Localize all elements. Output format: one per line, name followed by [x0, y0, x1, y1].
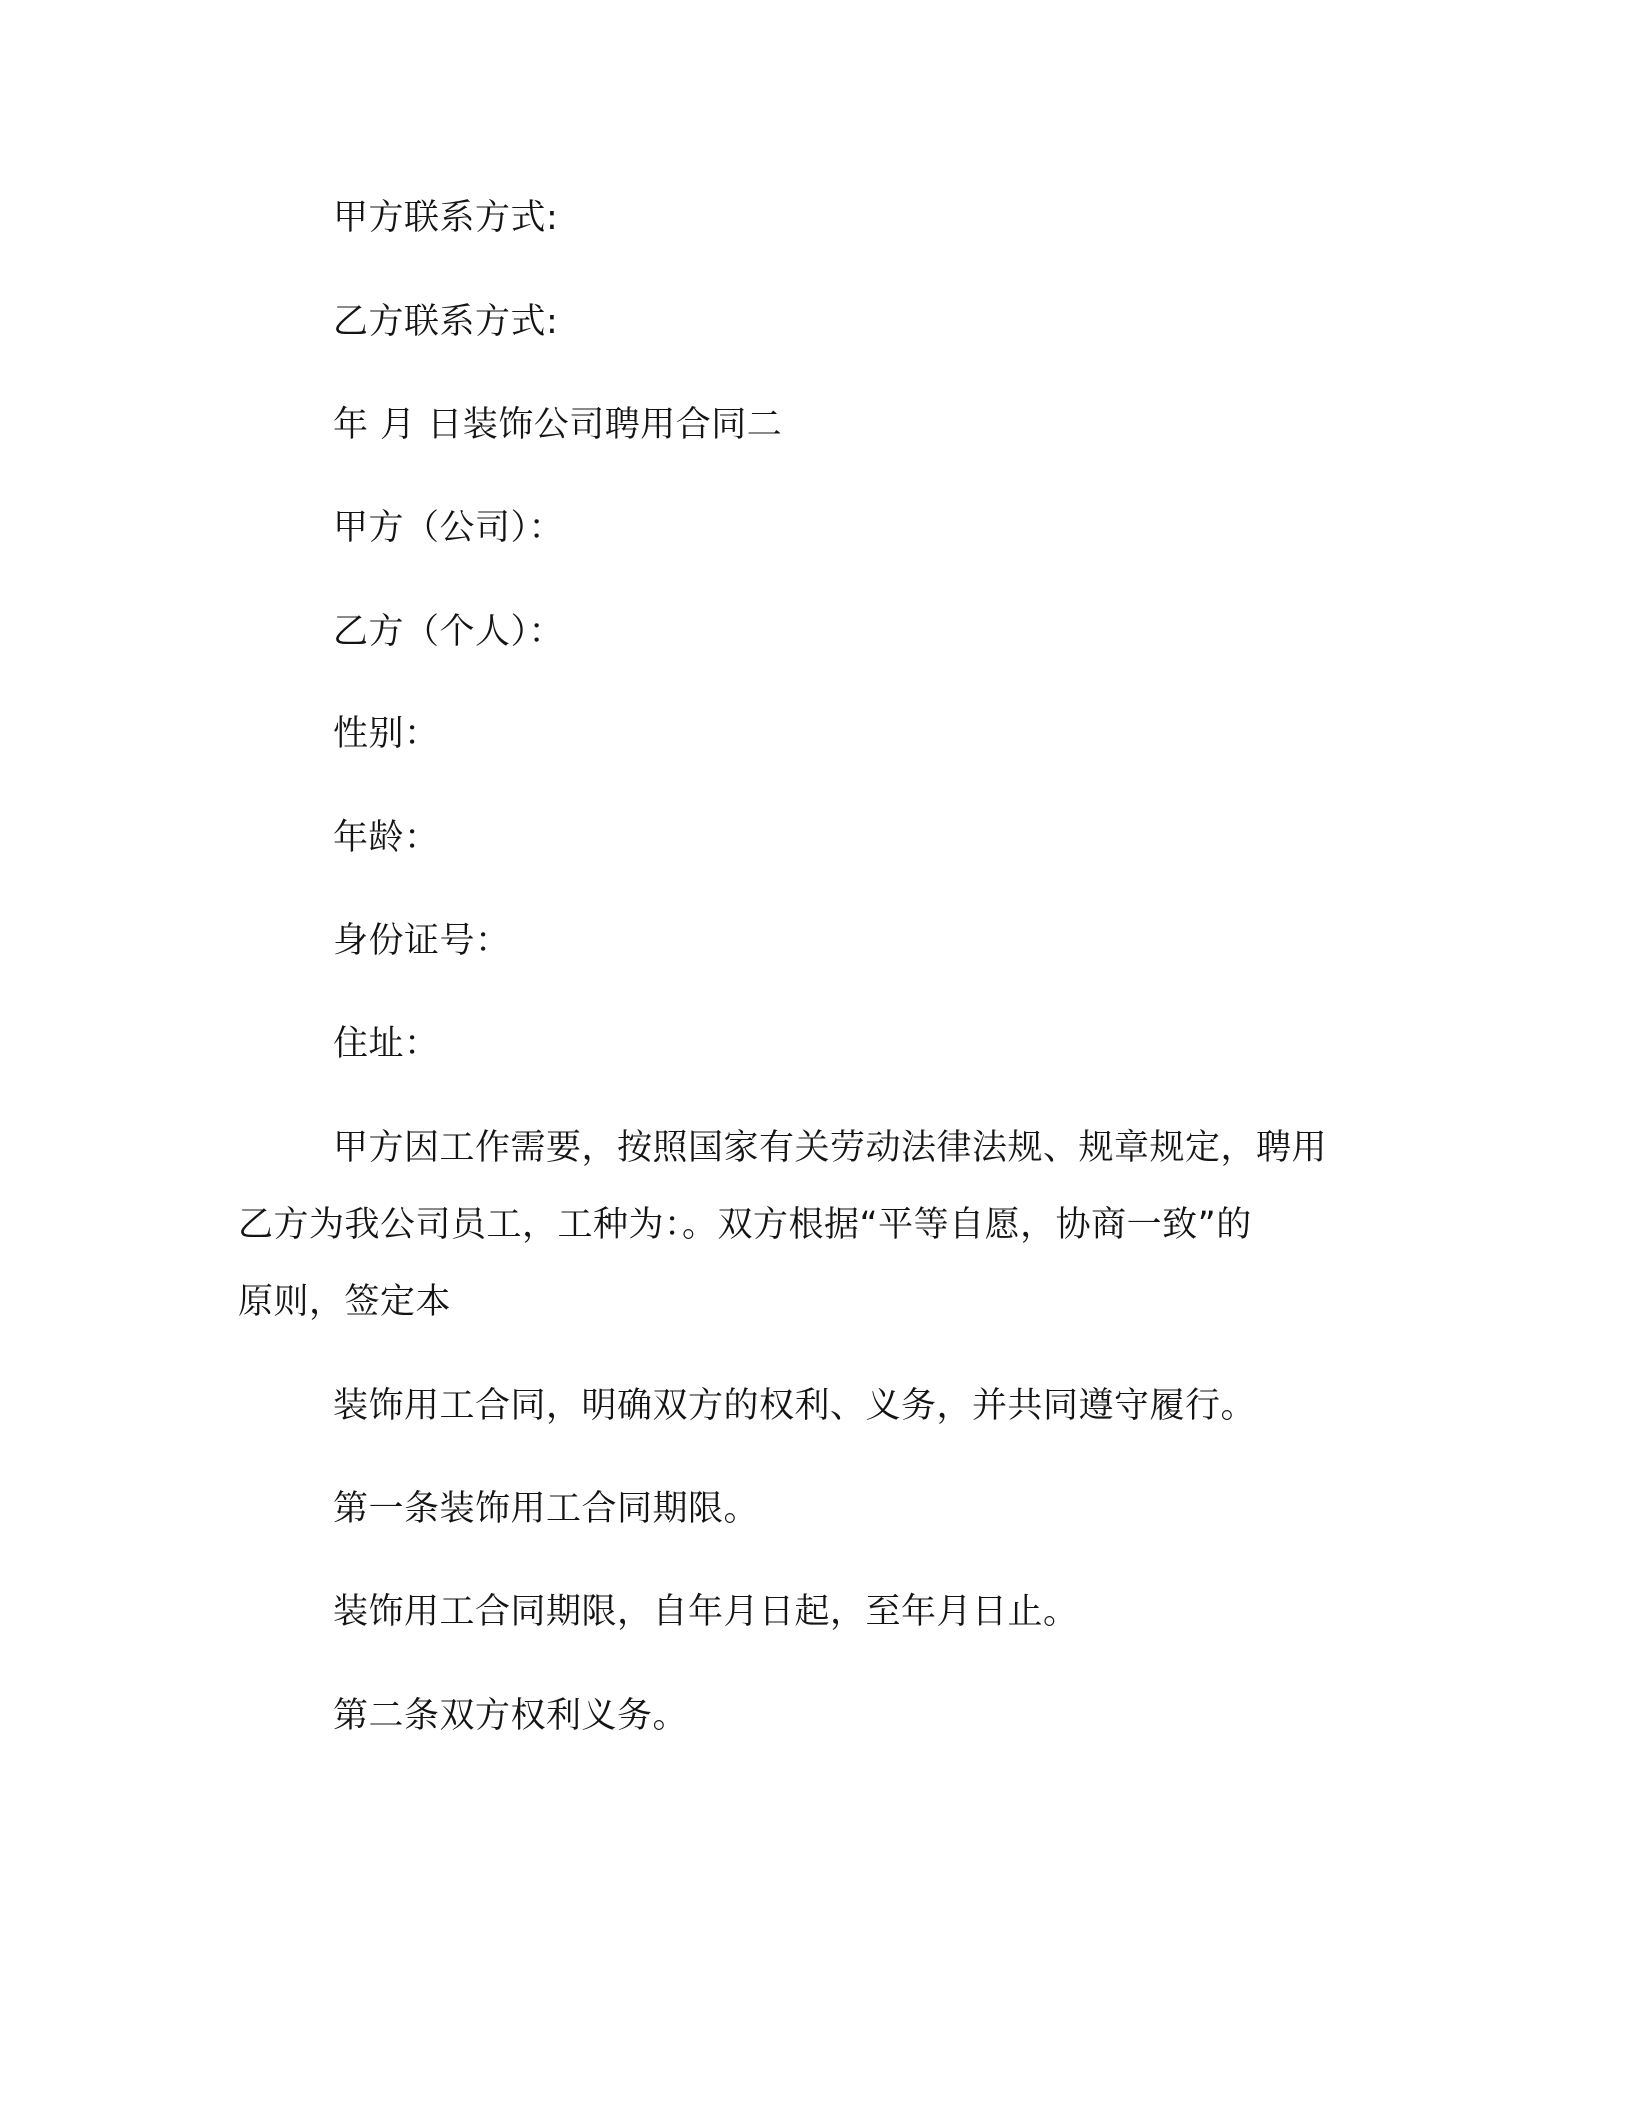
party-a-company: 甲方（公司）：	[333, 508, 565, 548]
party-a-contact: 甲方联系方式:	[333, 198, 559, 238]
id-number-field: 身份证号：	[333, 921, 511, 961]
article-1-heading: 第一条装饰用工合同期限。	[333, 1489, 760, 1529]
article-1-term: 装饰用工合同期限，自年月日起，至年月日止。	[333, 1592, 1079, 1632]
address-field: 住址：	[333, 1024, 440, 1064]
contract-purpose: 装饰用工合同，明确双方的权利、义务，并共同遵守履行。	[333, 1386, 1257, 1426]
age-field: 年龄：	[333, 818, 440, 858]
party-b-individual: 乙方（个人）：	[333, 612, 565, 652]
party-b-contact: 乙方联系方式:	[333, 302, 559, 342]
gender-field: 性别：	[333, 714, 440, 754]
intro-paragraph-line-1: 甲方因工作需要，按照国家有关劳动法律法规、规章规定，聘用	[333, 1128, 1328, 1168]
contract-title: 年 月 日装饰公司聘用合同二	[333, 405, 783, 445]
article-2-heading: 第二条双方权利义务。	[333, 1696, 689, 1736]
intro-paragraph-line-2: 乙方为我公司员工，工种为：。双方根据“平等自愿，协商一致”的	[238, 1205, 1252, 1245]
intro-paragraph-line-3: 原则，签定本	[238, 1282, 452, 1322]
